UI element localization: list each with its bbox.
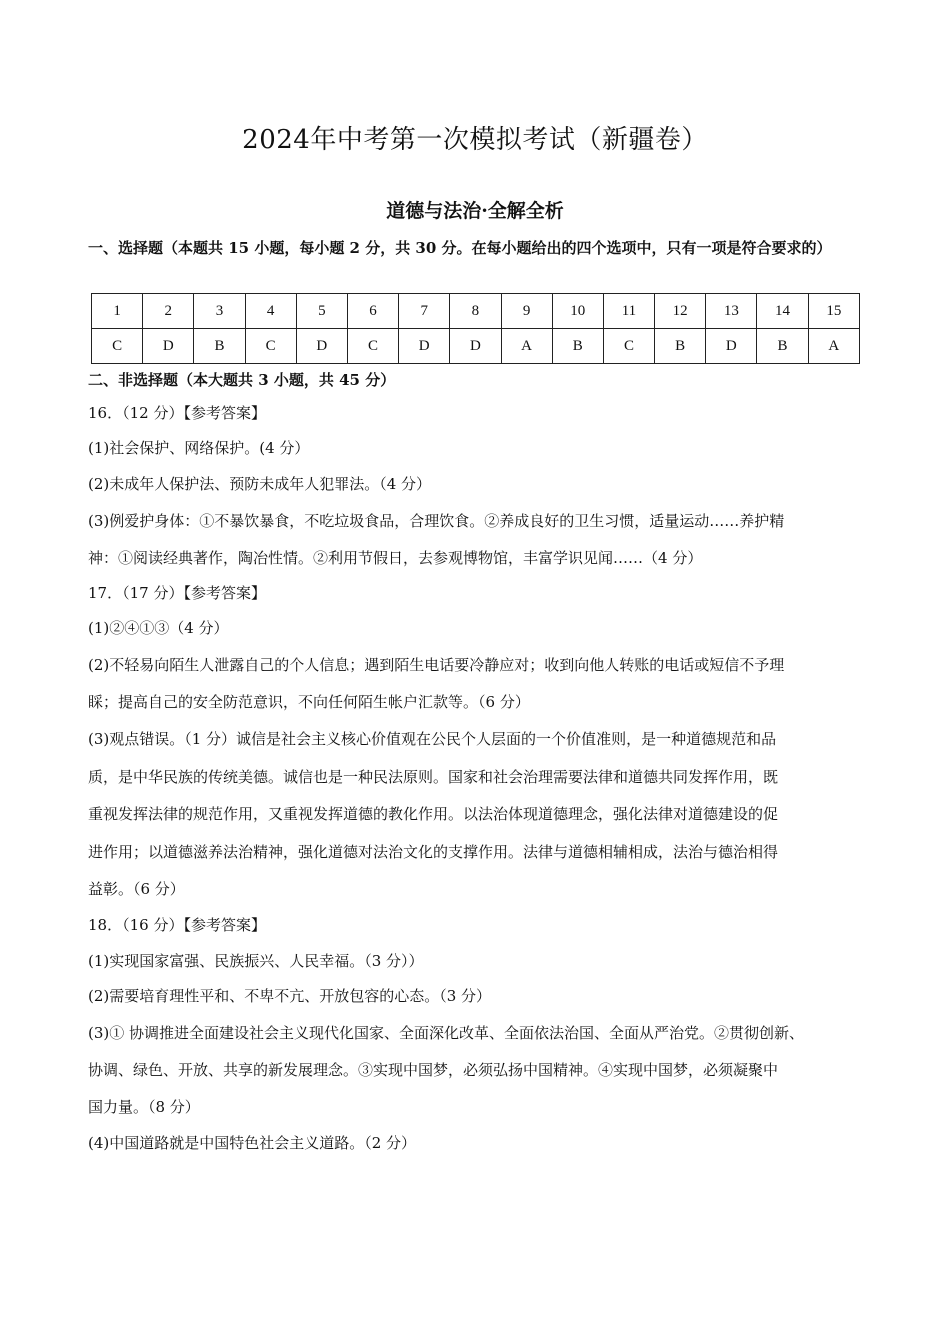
question-number: 1	[92, 294, 143, 329]
answer-line: 质，是中华民族的传统美德。诚信也是一种民法原则。国家和社会治理需要法律和道德共同发挥作用，既	[88, 768, 779, 786]
answer-line: 协调、绿色、开放、共享的新发展理念。③实现中国梦，必须弘扬中国精神。④实现中国梦，必须凝聚中	[88, 1061, 779, 1079]
answer-line: (4)中国道路就是中国特色社会主义道路。（2 分）	[88, 1134, 417, 1152]
answer-table	[91, 293, 860, 364]
question-number: 5	[296, 294, 347, 329]
answer-letter: D	[706, 329, 757, 364]
question-number: 13	[706, 294, 757, 329]
answer-letter: A	[808, 329, 859, 364]
answer-line: 进作用；以道德滋养法治精神，强化道德对法治文化的支撑作用。法律与道德相辅相成，法治与德治相得	[88, 843, 779, 861]
answer-letter: A	[501, 329, 552, 364]
section-1-heading: 一、选择题（本题共 15 小题，每小题 2 分，共 30 分。在每小题给出的四个选项中，只有一项是符合要求的）	[88, 239, 832, 257]
answer-table-numbers-row	[92, 294, 860, 329]
answer-letter: C	[245, 329, 296, 364]
question-number: 8	[450, 294, 501, 329]
answer-line: 睬；提高自己的安全防范意识，不向任何陌生帐户汇款等。（6 分）	[88, 693, 530, 711]
answer-letter: B	[552, 329, 603, 364]
question-18-heading: 18．（16 分）【参考答案】	[88, 916, 266, 934]
answer-line: (3)例爱护身体：①不暴饮暴食，不吃垃圾食品，合理饮食。②养成良好的卫生习惯，适量运动……养护精	[88, 512, 785, 530]
answer-letter: C	[347, 329, 398, 364]
question-number: 3	[194, 294, 245, 329]
answer-line: (2)需要培育理性平和、不卑不亢、开放包容的心态。（3 分）	[88, 987, 492, 1005]
question-number: 4	[245, 294, 296, 329]
answer-letter: D	[399, 329, 450, 364]
question-number: 9	[501, 294, 552, 329]
answer-line: (2)不轻易向陌生人泄露自己的个人信息；遇到陌生电话要冷静应对；收到向他人转账的电话或短信不予理	[88, 656, 785, 674]
answer-letter: C	[92, 329, 143, 364]
answer-line: 重视发挥法律的规范作用，又重视发挥道德的教化作用。以法治体现道德理念，强化法律对道德建设的促	[88, 805, 779, 823]
answer-line: (3)① 协调推进全面建设社会主义现代化国家、全面深化改革、全面依法治国、全面从严治党。②贯彻创新、	[88, 1024, 805, 1042]
answer-letter: D	[143, 329, 194, 364]
question-number: 6	[347, 294, 398, 329]
question-number: 2	[143, 294, 194, 329]
question-number: 11	[603, 294, 654, 329]
answer-line: (3)观点错误。（1 分）诚信是社会主义核心价值观在公民个人层面的一个价值准则，是一种道德规范和品	[88, 730, 777, 748]
answer-line: 国力量。（8 分）	[88, 1098, 200, 1116]
question-number: 12	[655, 294, 706, 329]
answer-line: (1)②④①③（4 分）	[88, 619, 229, 637]
question-number: 10	[552, 294, 603, 329]
answer-line: 神：①阅读经典著作，陶冶性情。②利用节假日，去参观博物馆，丰富学识见闻……（4 分）	[88, 549, 703, 567]
answer-letter: B	[655, 329, 706, 364]
answer-line: (1)社会保护、网络保护。(4 分）	[88, 439, 310, 457]
document-subtitle: 道德与法治·全解全析	[386, 200, 564, 222]
question-17-heading: 17．（17 分）【参考答案】	[88, 584, 266, 602]
answer-line: 益彰。（6 分）	[88, 880, 185, 898]
question-number: 7	[399, 294, 450, 329]
answer-letter: B	[757, 329, 808, 364]
answer-letter: D	[450, 329, 501, 364]
answer-line: (1)实现国家富强、民族振兴、人民幸福。（3 分））	[88, 952, 424, 970]
question-number: 14	[757, 294, 808, 329]
document-title: 2024年中考第一次模拟考试（新疆卷）	[242, 125, 708, 155]
answer-letter: C	[603, 329, 654, 364]
answer-table-answers-row	[92, 329, 860, 364]
answer-letter: B	[194, 329, 245, 364]
section-2-heading: 二、非选择题（本大题共 3 小题，共 45 分）	[88, 371, 396, 389]
answer-letter: D	[296, 329, 347, 364]
question-16-heading: 16．（12 分）【参考答案】	[88, 404, 266, 422]
answer-line: (2)未成年人保护法、预防未成年人犯罪法。（4 分）	[88, 475, 432, 493]
question-number: 15	[808, 294, 859, 329]
